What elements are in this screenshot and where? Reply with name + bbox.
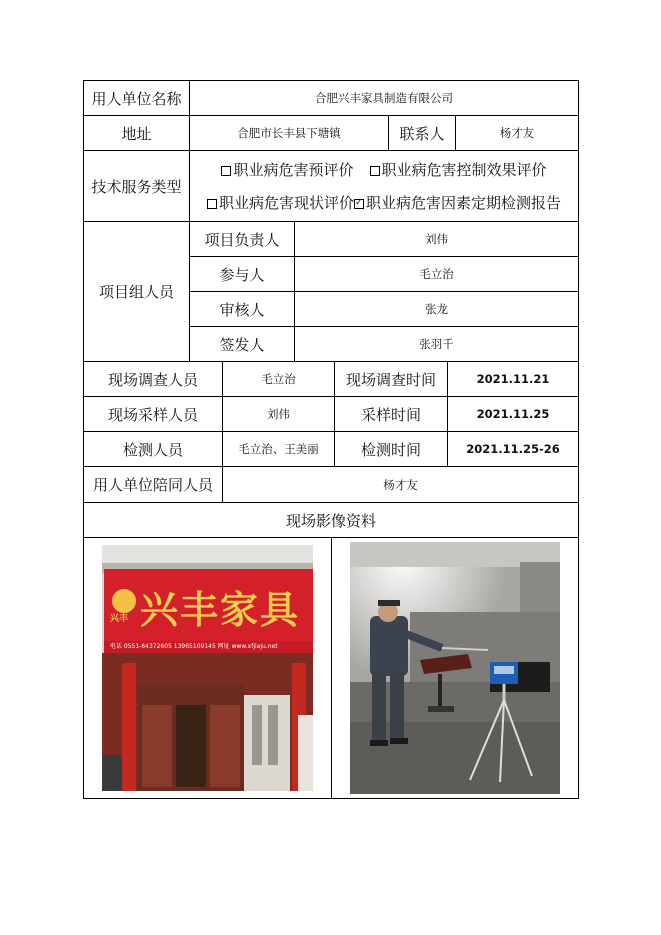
- team-role: 审核人: [219, 300, 265, 319]
- service-options-row-2: [190, 187, 578, 217]
- employer-label: 用人单位名称: [91, 89, 182, 108]
- testing-time-value: 2021.11.25-26: [466, 442, 560, 456]
- sampling-time-label: 采样时间: [360, 405, 421, 424]
- team-name: 刘伟: [425, 232, 448, 246]
- table-border-right: [578, 80, 579, 799]
- service-type-label: 技术服务类型: [91, 177, 182, 196]
- team-label: 项目组人员: [98, 283, 174, 301]
- sampling-time-value: 2021.11.25: [476, 407, 550, 421]
- sampling-person-label: 现场采样人员: [107, 405, 198, 424]
- checkbox-empty-icon: [221, 166, 231, 176]
- team-role: 签发人: [219, 335, 265, 354]
- logo-icon: [112, 589, 136, 613]
- survey-person-label: 现场调查人员: [107, 370, 198, 389]
- sampling-person-value: 刘伟: [267, 407, 290, 421]
- checkbox-empty-icon: [207, 199, 217, 209]
- survey-person-value: 毛立治: [261, 372, 296, 386]
- sampling-illustration: [350, 542, 560, 794]
- col-divider: [331, 537, 332, 799]
- sampling-photo: [350, 542, 560, 794]
- survey-time-label: 现场调查时间: [345, 370, 436, 389]
- team-name: 张龙: [425, 302, 448, 316]
- service-options-row-1: [190, 154, 578, 184]
- sign-phone-text: 电话 0551-64372605 13965109145 网址 www.xfjiaju.net: [110, 643, 278, 650]
- checkbox-empty-icon: [370, 166, 380, 176]
- contact-label: 联系人: [399, 124, 445, 143]
- checkbox-control-effect[interactable]: 职业病危害控制效果评价: [370, 159, 547, 180]
- testing-person-value: 毛立治、王美丽: [238, 442, 319, 456]
- testing-person-label: 检测人员: [122, 440, 183, 459]
- sign-logo-text: 兴丰: [110, 614, 129, 624]
- team-name: 张羽千: [419, 337, 454, 351]
- address-label: 地址: [121, 124, 152, 143]
- team-role: 参与人: [219, 265, 265, 284]
- employer-value: 合肥兴丰家具制造有限公司: [315, 91, 453, 105]
- team-name: 毛立治: [419, 267, 454, 281]
- address-value: 合肥市长丰县下塘镇: [237, 126, 341, 140]
- checkbox-periodic-test[interactable]: ✓ 职业病危害因素定期检测报告: [354, 192, 561, 213]
- checkbox-prelim[interactable]: 职业病危害预评价: [221, 159, 353, 180]
- survey-time-value: 2021.11.21: [476, 372, 550, 386]
- photos-label: 现场影像资料: [285, 511, 376, 530]
- storefront-photo: [102, 545, 313, 791]
- escort-value: 杨才友: [383, 477, 418, 492]
- team-role: 项目负责人: [204, 230, 280, 249]
- checkbox-status[interactable]: 职业病危害现状评价: [207, 192, 354, 213]
- sign-main-text: 兴丰家具: [140, 587, 301, 632]
- escort-label: 用人单位陪同人员: [92, 476, 213, 494]
- checkbox-checked-icon: [354, 199, 364, 209]
- testing-time-label: 检测时间: [360, 440, 421, 459]
- contact-value: 杨才友: [499, 126, 535, 140]
